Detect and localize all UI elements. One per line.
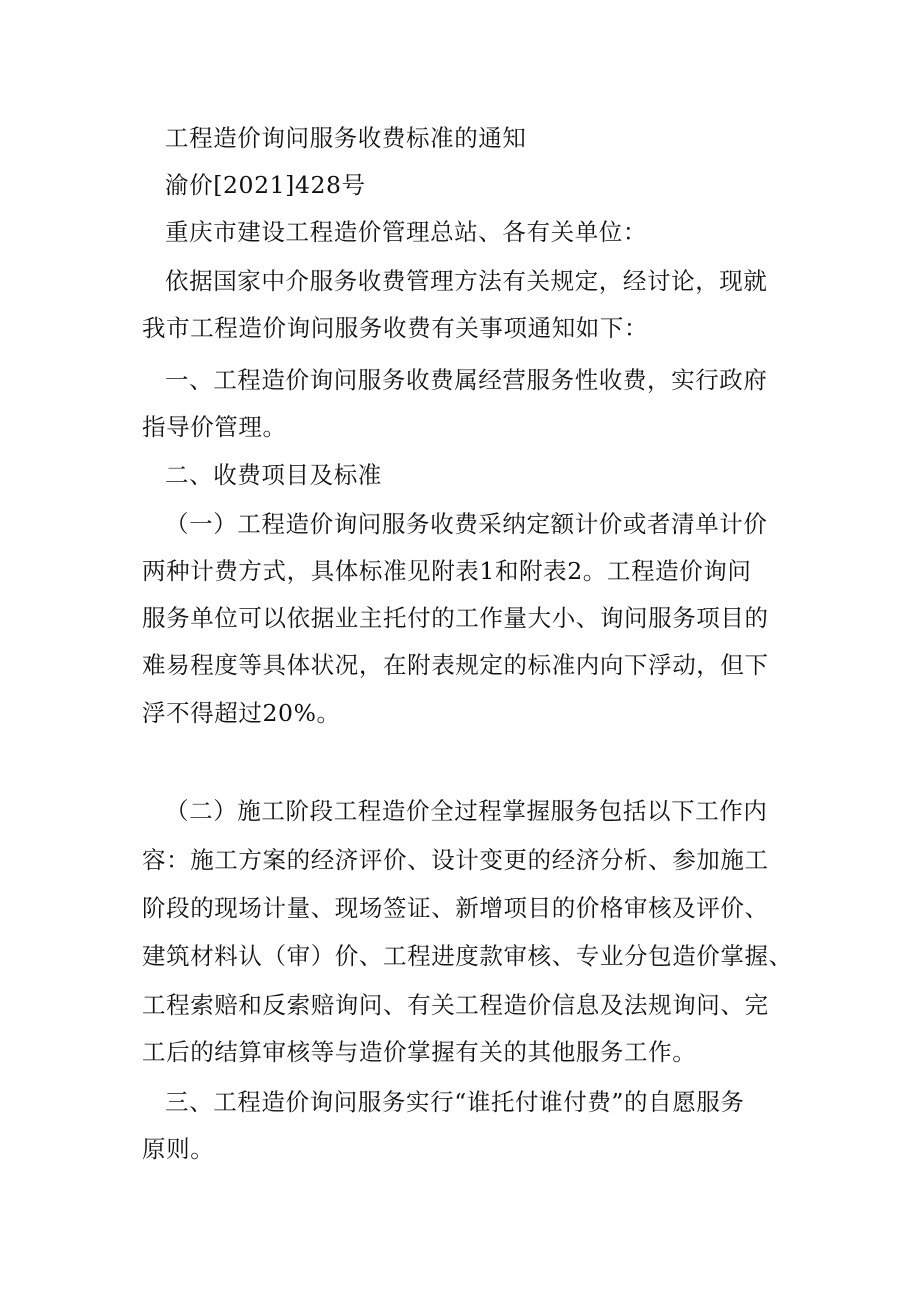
paragraph-line: 一、工程造价询问服务收费属经营服务性收费，实行政府 — [165, 366, 768, 394]
document-title: 工程造价询问服务收费标准的通知 — [165, 124, 527, 152]
document-number: 渝价[2021]428号 — [165, 171, 366, 199]
paragraph-line: 依据国家中介服务收费管理方法有关规定，经讨论，现就 — [165, 267, 768, 295]
paragraph-line: （二）施工阶段工程造价全过程掌握服务包括以下工作内 — [165, 797, 768, 825]
paragraph-line: 指导价管理。 — [142, 413, 287, 441]
paragraph-line: 我市工程造价询问服务收费有关事项通知如下： — [142, 314, 649, 342]
paragraph-line: 容：施工方案的经济评价、设计变更的经济分析、参加施工 — [142, 846, 769, 874]
paragraph-line: 两种计费方式，具体标准见附表1和附表2。工程造价询问 — [142, 557, 752, 585]
addressee-line: 重庆市建设工程造价管理总站、各有关单位： — [165, 218, 647, 246]
paragraph-line: 工后的结算审核等与造价掌握有关的其他服务工作。 — [142, 1038, 697, 1066]
paragraph-line: 阶段的现场计量、现场签证、新增项目的价格审核及评价、 — [142, 894, 769, 922]
paragraph-line: （一）工程造价询问服务收费采纳定额计价或者清单计价 — [165, 510, 768, 538]
paragraph-line: 原则。 — [142, 1135, 215, 1163]
paragraph-line: 难易程度等具体状况，在附表规定的标准内向下浮动，但下 — [142, 651, 769, 679]
paragraph-line: 浮不得超过20%。 — [142, 699, 341, 727]
paragraph-line: 建筑材料认（审）价、工程进度款审核、专业分包造价掌握、 — [142, 942, 793, 970]
paragraph-line: 工程索赔和反索赔询问、有关工程造价信息及法规询问、完 — [142, 991, 769, 1019]
section-heading: 二、收费项目及标准 — [165, 461, 382, 489]
paragraph-line: 服务单位可以依据业主托付的工作量大小、询问服务项目的 — [142, 604, 769, 632]
paragraph-line: 三、工程造价询问服务实行“谁托付谁付费”的自愿服务 — [165, 1088, 745, 1116]
